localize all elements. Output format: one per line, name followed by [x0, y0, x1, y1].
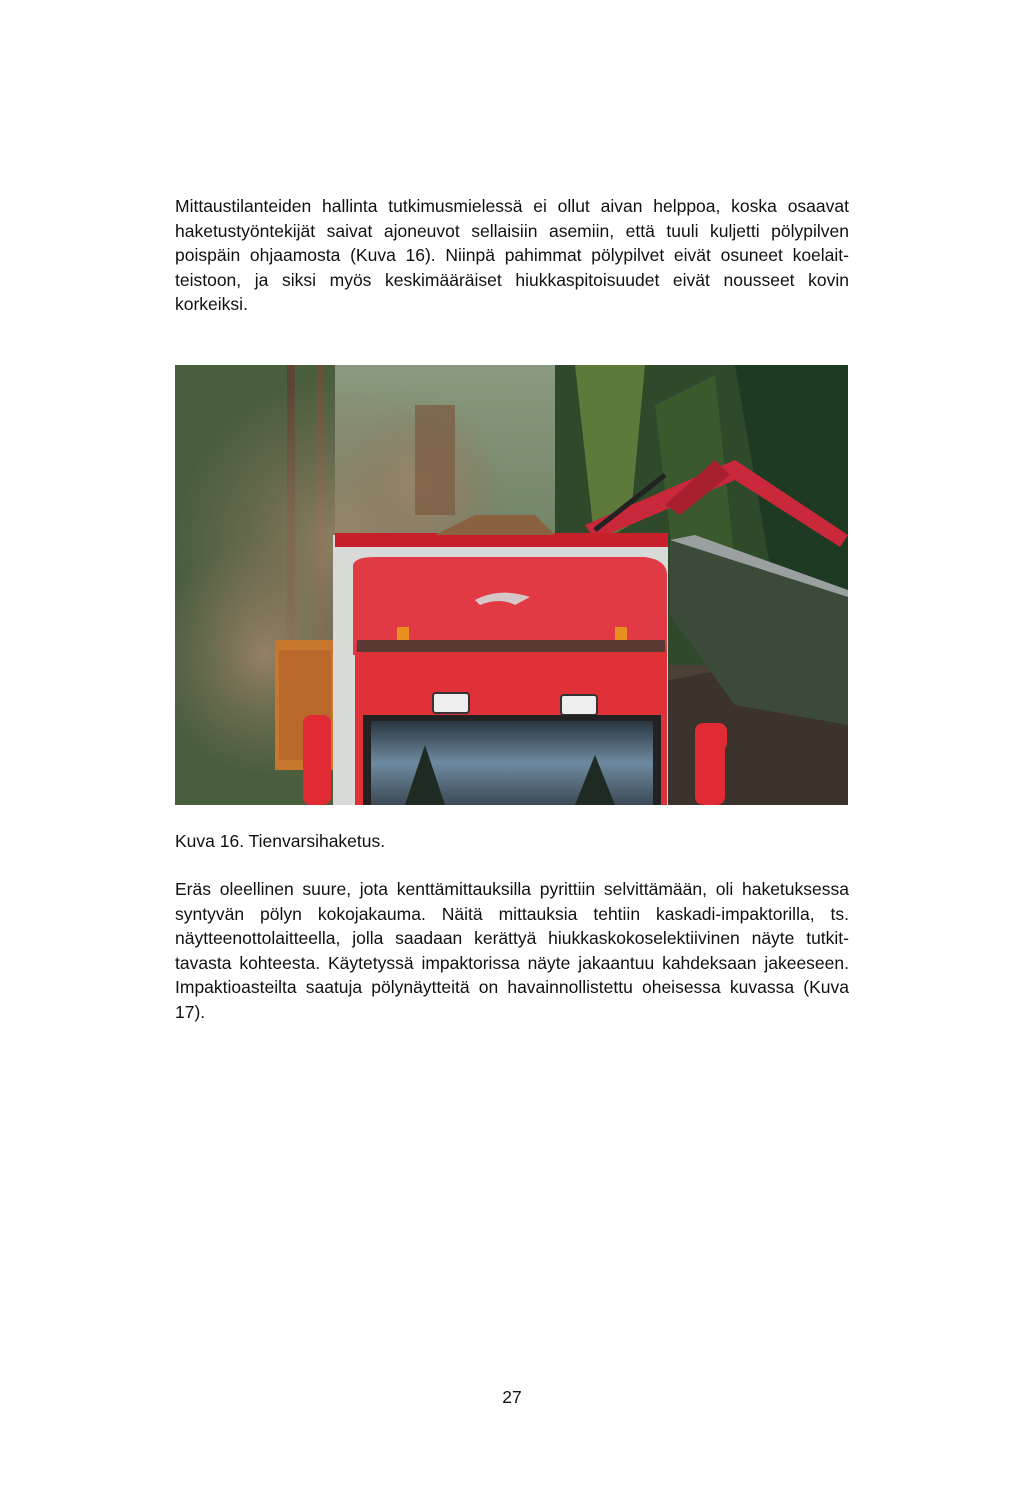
- figure-caption: Kuva 16. Tienvarsihaketus.: [175, 831, 386, 851]
- photo-roadside-chipping: [175, 365, 848, 805]
- paragraph-2: Eräs oleellinen suure, jota kenttämittauksilla pyrittiin selvittämään, oli haketuksessa syntyvän pölyn kokojakauma. Näitä mittauksia tehtiin kaskadi-impaktorilla, ts. näytteenottolaitteella, jolla saadaan kerättyä hiukkaskokoselektiivinen näyte tutkittavasta kohteesta. Käytetyssä impaktorissa näyte jakaantuu kahdeksaan jakeeseen. Impaktioasteilta saatuja pölynäytteitä on havainnollistettu oheisessa kuvassa (Kuva 17).: [175, 879, 849, 1022]
- page-number: 27: [502, 1387, 522, 1407]
- paragraph-1: Mittaustilanteiden hallinta tutkimusmielessä ei ollut aivan helppoa, koska osaavat haketustyöntekijät saivat ajoneuvot sellaisiin asemiin, että tuuli kuljetti pölypilven poispäin ohjaamosta (Kuva 16). Niinpä pahimmat pölypilvet eivät osuneet koelaitteistoon, ja siksi myös keskimääräiset hiukkaspitoisuudet eivät nousseet kovin korkeiksi.: [175, 196, 849, 315]
